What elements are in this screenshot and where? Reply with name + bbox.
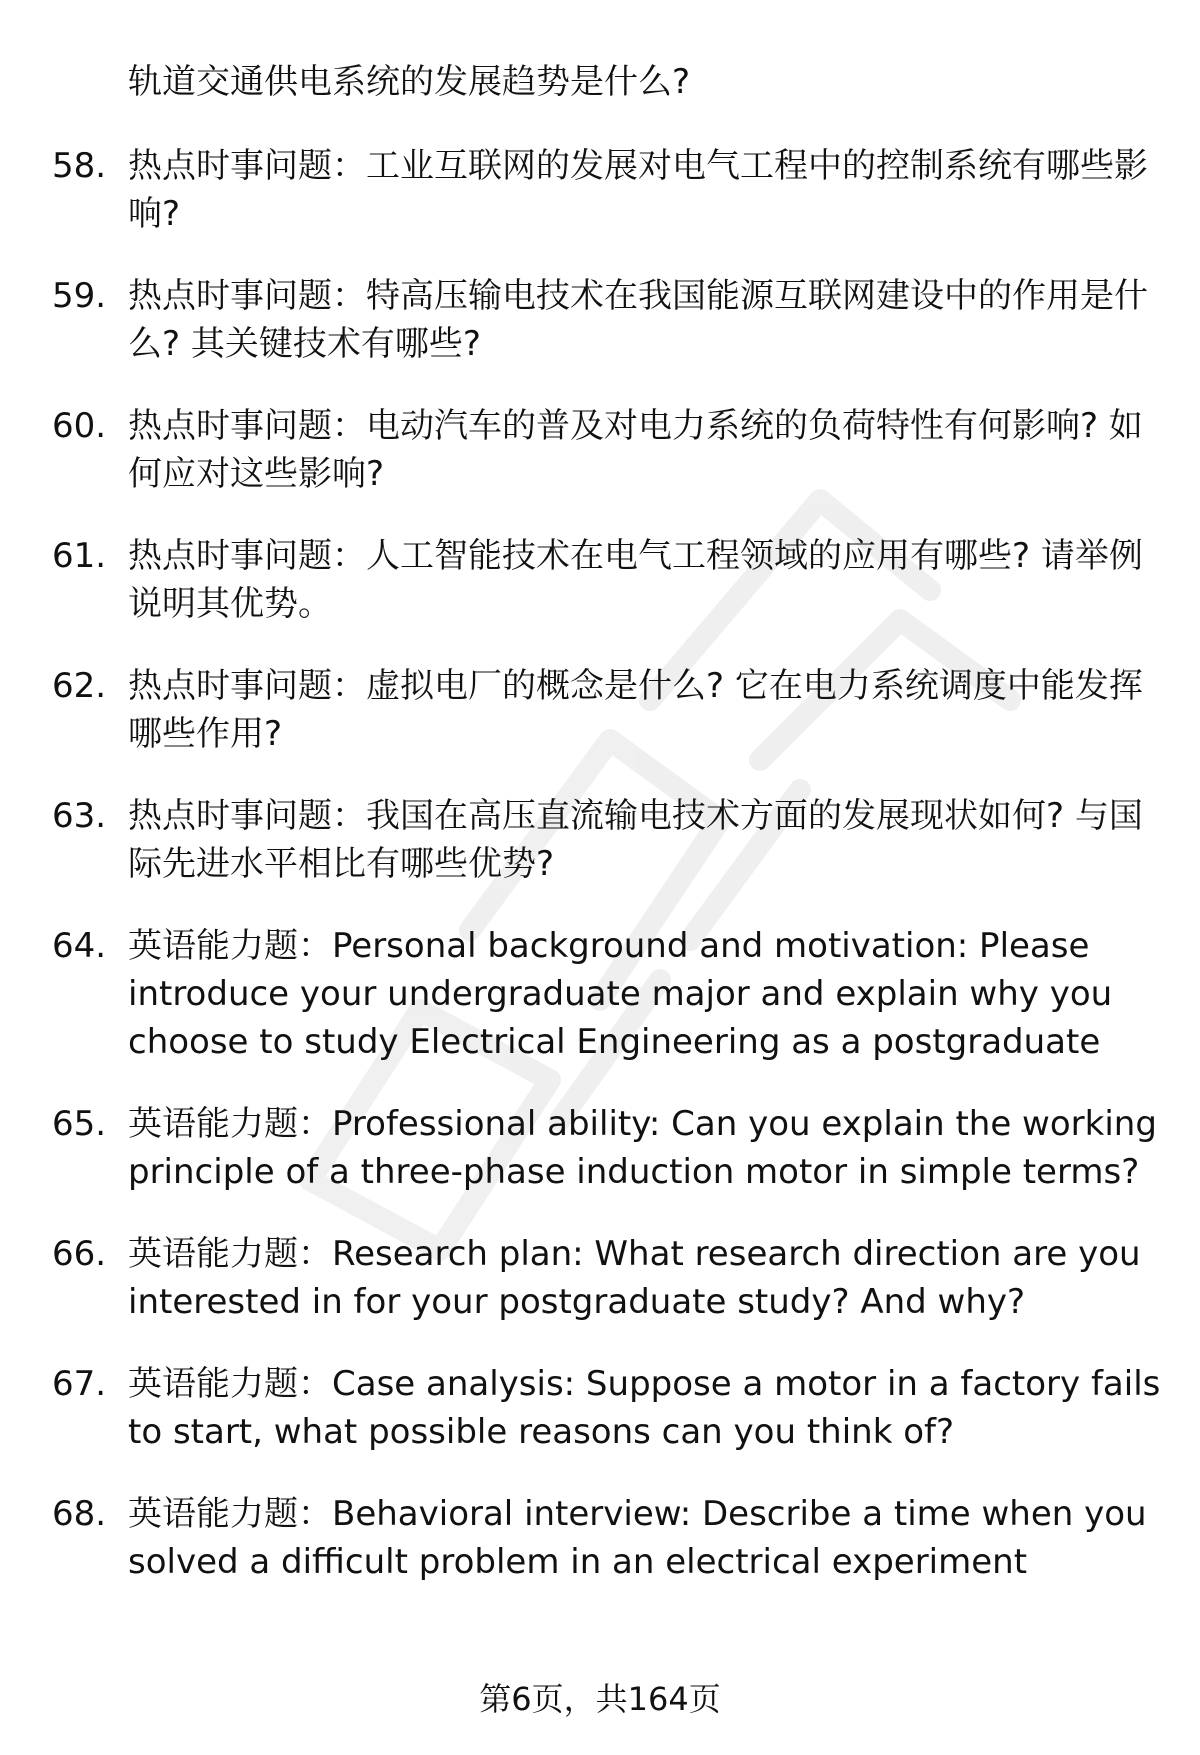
intro-line: 轨道交通供电系统的发展趋势是什么? [128, 62, 691, 102]
question-text: 英语能力题：Personal background and motivation: Please introduce your undergraduate major and explain why you choose to study Electrical Engineering as a postgraduate [128, 926, 1113, 1062]
question-number: 61. [52, 536, 107, 576]
question-item [52, 1230, 1162, 1326]
page-footer: 第6页，共164页 [479, 1680, 721, 1718]
question-item [52, 1100, 1162, 1196]
question-number: 59. [52, 276, 107, 316]
question-text: 英语能力题：Professional ability: Can you explain the working principle of a three-phase induction motor in simple terms? [128, 1104, 1157, 1192]
question-number: 67. [52, 1364, 107, 1404]
question-number: 62. [52, 666, 107, 706]
question-item [52, 922, 1162, 1066]
question-number: 60. [52, 406, 107, 446]
question-text: 热点时事问题：我国在高压直流输电技术方面的发展现状如何? 与国际先进水平相比有哪些优势? [128, 796, 1143, 884]
question-text: 英语能力题：Research plan: What research direction are you interested in for your postgraduate study? And why? [128, 1234, 1141, 1322]
question-text: 英语能力题：Case analysis: Suppose a motor in a factory fails to start, what possible reasons can you think of? [128, 1364, 1161, 1452]
question-item [52, 532, 1162, 628]
question-item [52, 662, 1162, 758]
question-item [52, 402, 1162, 498]
question-text: 热点时事问题：人工智能技术在电气工程领域的应用有哪些? 请举例说明其优势。 [128, 536, 1143, 624]
question-item [52, 1490, 1162, 1586]
question-item [52, 792, 1162, 888]
question-text: 热点时事问题：特高压输电技术在我国能源互联网建设中的作用是什么? 其关键技术有哪些? [128, 276, 1148, 364]
question-item [52, 1360, 1162, 1456]
question-text: 热点时事问题：电动汽车的普及对电力系统的负荷特性有何影响? 如何应对这些影响? [128, 406, 1143, 494]
question-item [52, 272, 1162, 368]
question-text: 英语能力题：Behavioral interview: Describe a time when you solved a difficult problem in an electrical experiment [128, 1494, 1147, 1582]
question-number: 63. [52, 796, 107, 836]
question-number: 58. [52, 146, 107, 186]
question-number: 65. [52, 1104, 107, 1144]
question-number: 68. [52, 1494, 107, 1534]
question-text: 热点时事问题：虚拟电厂的概念是什么? 它在电力系统调度中能发挥哪些作用? [128, 666, 1143, 754]
question-number: 64. [52, 926, 107, 966]
question-number: 66. [52, 1234, 107, 1274]
question-item [52, 142, 1162, 238]
question-text: 热点时事问题：工业互联网的发展对电气工程中的控制系统有哪些影响? [128, 146, 1148, 234]
question-list [52, 142, 1162, 1620]
